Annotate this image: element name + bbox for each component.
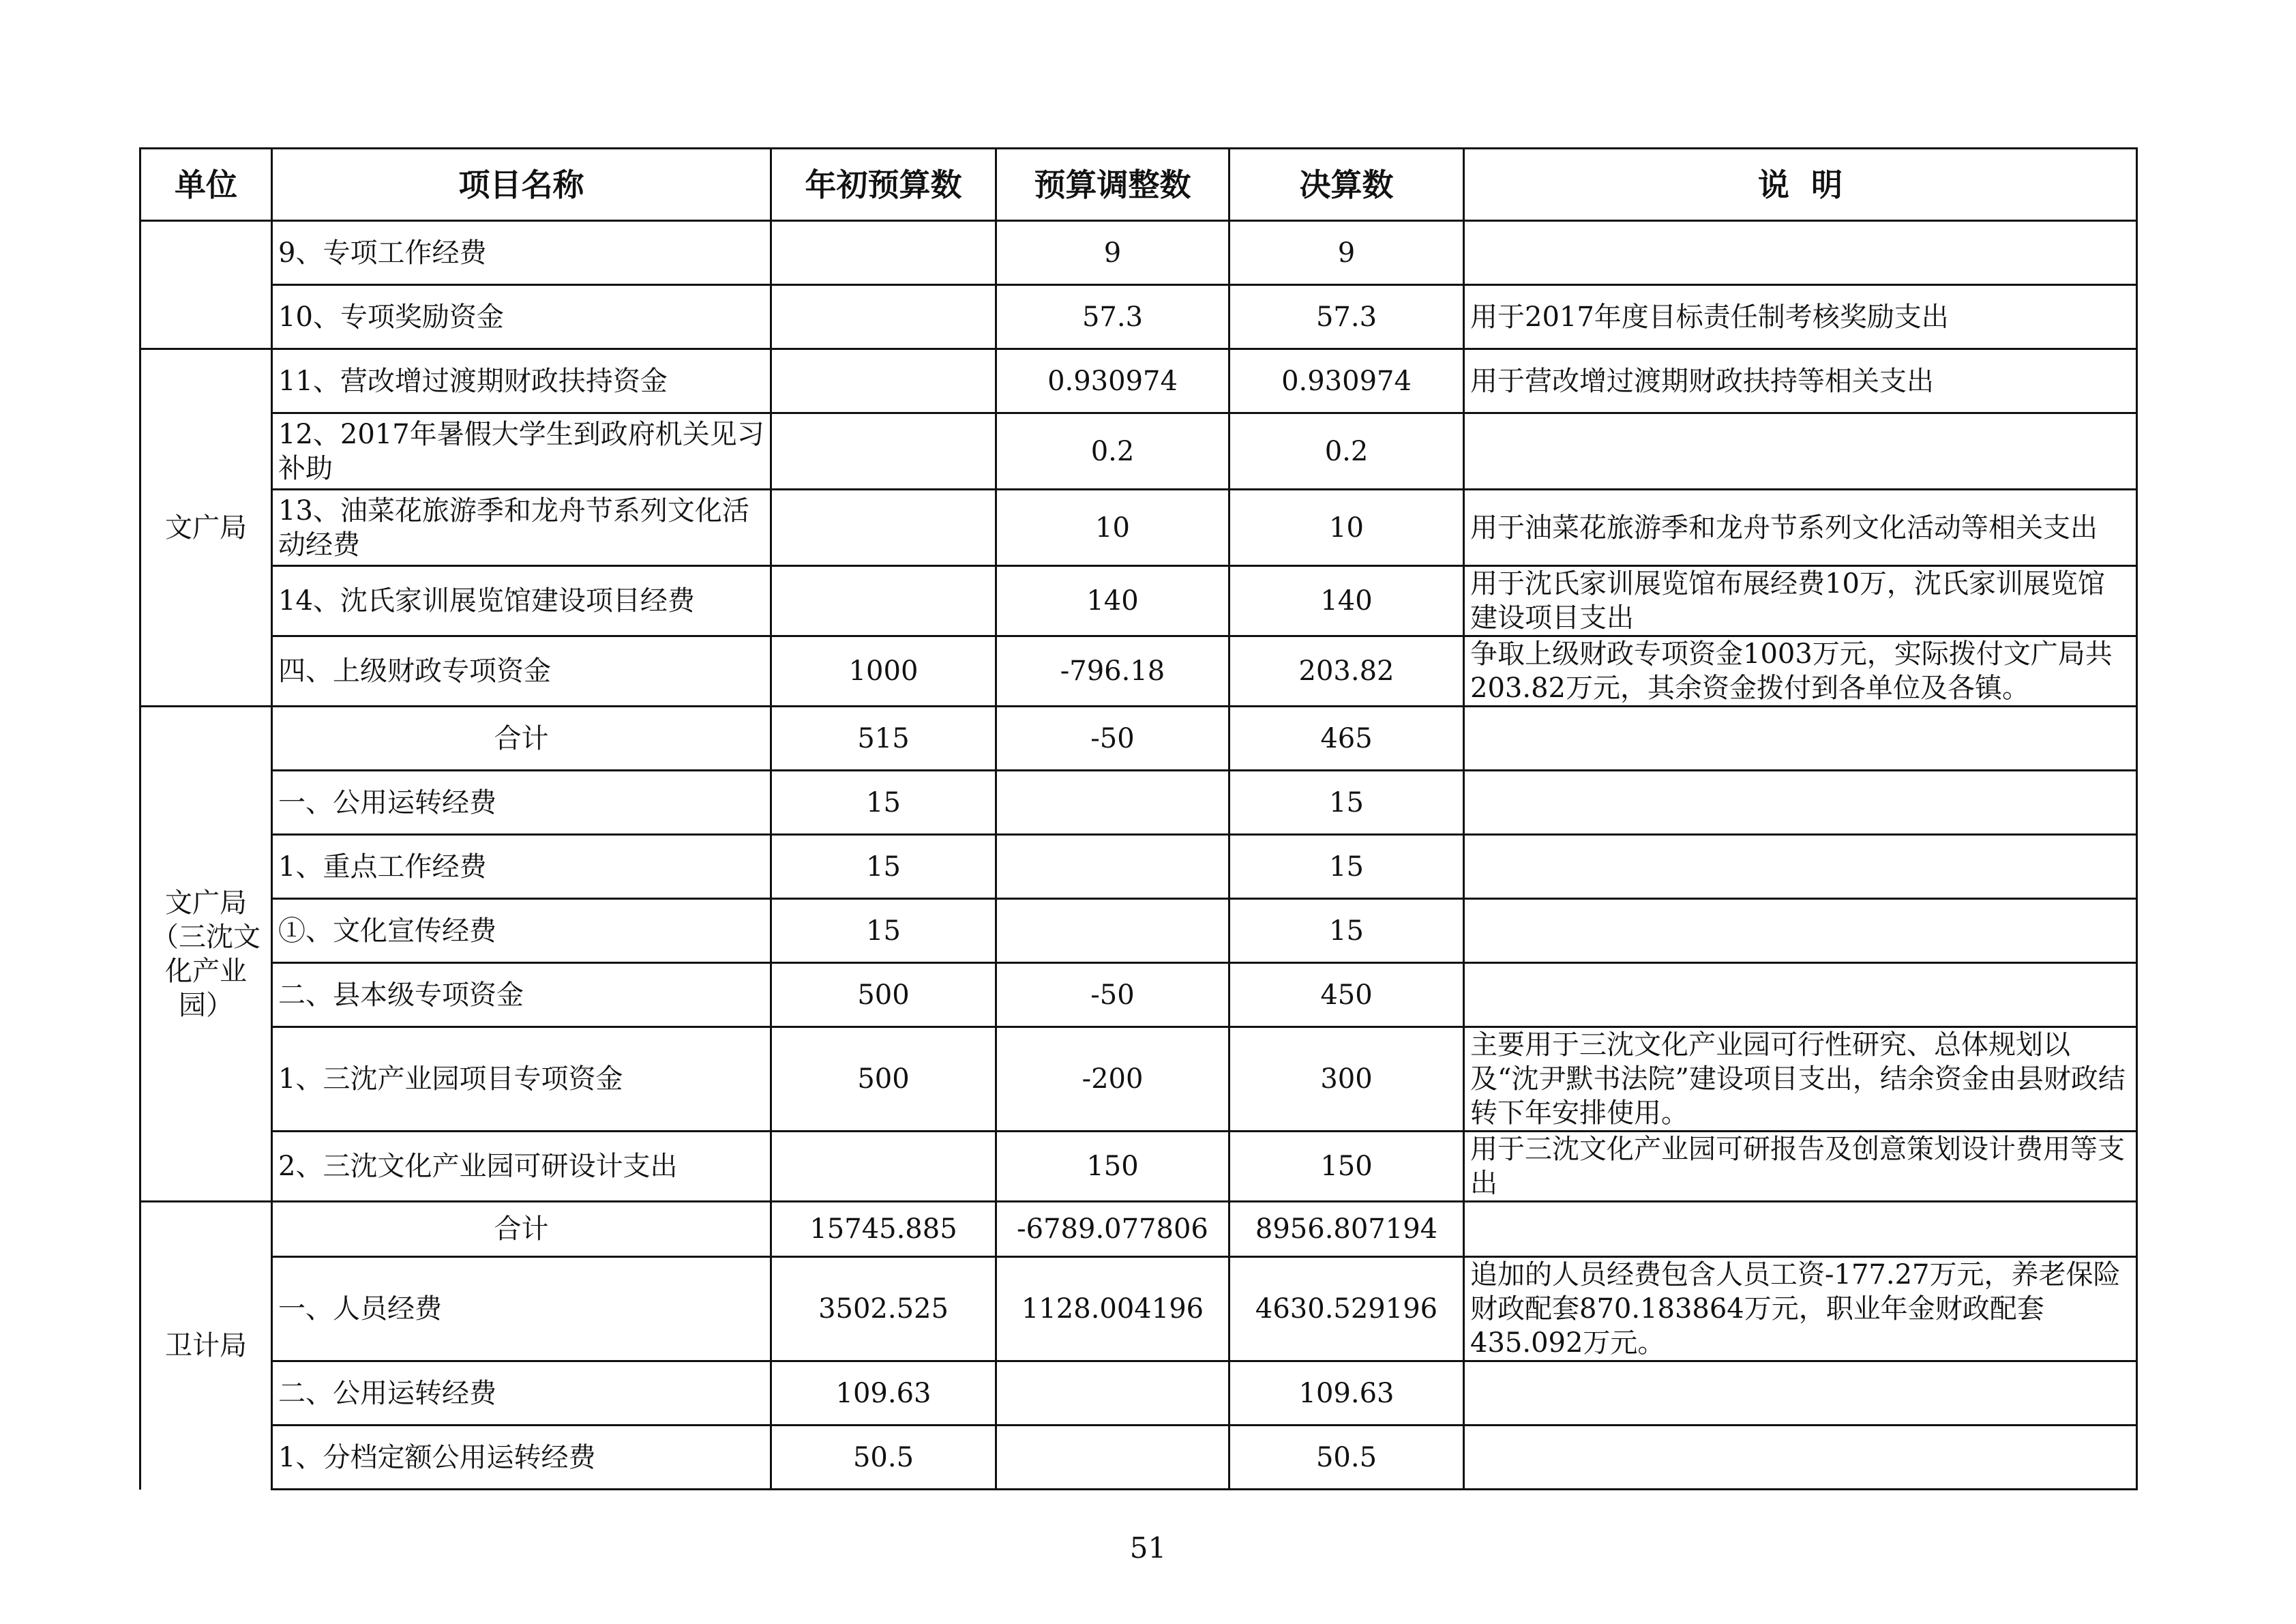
header-project-name: 项目名称: [272, 149, 771, 221]
initial-budget-cell: 1000: [771, 636, 996, 707]
budget-adjustment-cell: -200: [996, 1027, 1229, 1132]
notes-cell: 用于2017年度目标责任制考核奖励支出: [1464, 285, 2137, 349]
table-row: [140, 1202, 2137, 1257]
initial-budget-cell: [771, 285, 996, 349]
project-name-cell: 1、重点工作经费: [272, 835, 771, 899]
budget-adjustment-cell: 1128.004196: [996, 1257, 1229, 1361]
table-row: [140, 221, 2137, 285]
final-accounts-cell: 203.82: [1229, 636, 1464, 707]
budget-adjustment-cell: [996, 771, 1229, 835]
table-row: [140, 1361, 2137, 1426]
final-accounts-cell: 15: [1229, 899, 1464, 963]
budget-adjustment-cell: -6789.077806: [996, 1202, 1229, 1257]
initial-budget-cell: 15745.885: [771, 1202, 996, 1257]
final-accounts-cell: 50.5: [1229, 1426, 1464, 1490]
budget-adjustment-cell: 10: [996, 490, 1229, 566]
budget-table: [139, 147, 2138, 1490]
page-number: 51: [1129, 1531, 1167, 1565]
table-row: [140, 636, 2137, 707]
final-accounts-cell: 15: [1229, 835, 1464, 899]
notes-cell: 争取上级财政专项资金1003万元，实际拨付文广局共203.82万元，其余资金拨付到各单位及各镇。: [1464, 636, 2137, 707]
table-row: [140, 1257, 2137, 1361]
initial-budget-cell: 500: [771, 963, 996, 1027]
project-name-cell: 四、上级财政专项资金: [272, 636, 771, 707]
budget-adjustment-cell: 0.2: [996, 413, 1229, 490]
final-accounts-cell: 0.930974: [1229, 349, 1464, 413]
table-row: [140, 413, 2137, 490]
project-name-cell: 2、三沈文化产业园可研设计支出: [272, 1132, 771, 1202]
notes-cell: [1464, 835, 2137, 899]
project-name-cell: 合计: [272, 707, 771, 771]
project-name-cell: 一、公用运转经费: [272, 771, 771, 835]
table-row: [140, 1027, 2137, 1132]
initial-budget-cell: 50.5: [771, 1426, 996, 1490]
project-name-cell: 二、县本级专项资金: [272, 963, 771, 1027]
header-row: [140, 149, 2137, 221]
budget-adjustment-cell: [996, 1361, 1229, 1426]
header-unit: 单位: [140, 149, 272, 221]
table-row: [140, 1426, 2137, 1490]
table-row: [140, 963, 2137, 1027]
budget-adjustment-cell: [996, 899, 1229, 963]
final-accounts-cell: 140: [1229, 566, 1464, 636]
project-name-cell: 一、人员经费: [272, 1257, 771, 1361]
initial-budget-cell: [771, 1132, 996, 1202]
table-row: [140, 835, 2137, 899]
project-name-cell: 9、专项工作经费: [272, 221, 771, 285]
initial-budget-cell: 109.63: [771, 1361, 996, 1426]
unit-cell: 文广局（三沈文化产业园）: [140, 707, 272, 1202]
initial-budget-cell: [771, 413, 996, 490]
initial-budget-cell: 15: [771, 899, 996, 963]
unit-cell: 卫计局: [140, 1202, 272, 1490]
table-row: [140, 490, 2137, 566]
initial-budget-cell: 15: [771, 835, 996, 899]
initial-budget-cell: [771, 566, 996, 636]
final-accounts-cell: 450: [1229, 963, 1464, 1027]
project-name-cell: 二、公用运转经费: [272, 1361, 771, 1426]
budget-adjustment-cell: 150: [996, 1132, 1229, 1202]
notes-cell: 追加的人员经费包含人员工资-177.27万元，养老保险财政配套870.183864万元，职业年金财政配套435.092万元。: [1464, 1257, 2137, 1361]
budget-adjustment-cell: [996, 1426, 1229, 1490]
notes-cell: [1464, 1202, 2137, 1257]
initial-budget-cell: 3502.525: [771, 1257, 996, 1361]
project-name-cell: 13、油菜花旅游季和龙舟节系列文化活动经费: [272, 490, 771, 566]
table-row: [140, 566, 2137, 636]
notes-cell: [1464, 963, 2137, 1027]
project-name-cell: 10、专项奖励资金: [272, 285, 771, 349]
initial-budget-cell: 15: [771, 771, 996, 835]
header-initial-budget: 年初预算数: [771, 149, 996, 221]
project-name-cell: 12、2017年暑假大学生到政府机关见习补助: [272, 413, 771, 490]
budget-adjustment-cell: -796.18: [996, 636, 1229, 707]
final-accounts-cell: 109.63: [1229, 1361, 1464, 1426]
notes-cell: [1464, 1426, 2137, 1490]
budget-adjustment-cell: -50: [996, 707, 1229, 771]
project-name-cell: 1、三沈产业园项目专项资金: [272, 1027, 771, 1132]
notes-cell: 用于营改增过渡期财政扶持等相关支出: [1464, 349, 2137, 413]
table-row: [140, 707, 2137, 771]
final-accounts-cell: 8956.807194: [1229, 1202, 1464, 1257]
header-final-accounts: 决算数: [1229, 149, 1464, 221]
final-accounts-cell: 9: [1229, 221, 1464, 285]
notes-cell: [1464, 413, 2137, 490]
final-accounts-cell: 150: [1229, 1132, 1464, 1202]
table-row: [140, 349, 2137, 413]
table-row: [140, 899, 2137, 963]
unit-cell: 文广局: [140, 349, 272, 707]
table-row: [140, 1132, 2137, 1202]
project-name-cell: 合计: [272, 1202, 771, 1257]
notes-cell: 用于三沈文化产业园可研报告及创意策划设计费用等支出: [1464, 1132, 2137, 1202]
final-accounts-cell: 10: [1229, 490, 1464, 566]
header-budget-adjustment: 预算调整数: [996, 149, 1229, 221]
project-name-cell: 11、营改增过渡期财政扶持资金: [272, 349, 771, 413]
notes-cell: 用于油菜花旅游季和龙舟节系列文化活动等相关支出: [1464, 490, 2137, 566]
notes-cell: [1464, 707, 2137, 771]
initial-budget-cell: [771, 490, 996, 566]
initial-budget-cell: [771, 221, 996, 285]
project-name-cell: 1、分档定额公用运转经费: [272, 1426, 771, 1490]
notes-cell: [1464, 771, 2137, 835]
table-row: [140, 771, 2137, 835]
final-accounts-cell: 57.3: [1229, 285, 1464, 349]
notes-cell: [1464, 221, 2137, 285]
notes-cell: 用于沈氏家训展览馆布展经费10万，沈氏家训展览馆建设项目支出: [1464, 566, 2137, 636]
budget-adjustment-cell: [996, 835, 1229, 899]
header-notes: 说 明: [1464, 149, 2137, 221]
budget-adjustment-cell: 140: [996, 566, 1229, 636]
initial-budget-cell: [771, 349, 996, 413]
final-accounts-cell: 4630.529196: [1229, 1257, 1464, 1361]
budget-adjustment-cell: 9: [996, 221, 1229, 285]
final-accounts-cell: 15: [1229, 771, 1464, 835]
project-name-cell: 14、沈氏家训展览馆建设项目经费: [272, 566, 771, 636]
final-accounts-cell: 465: [1229, 707, 1464, 771]
initial-budget-cell: 515: [771, 707, 996, 771]
notes-cell: [1464, 1361, 2137, 1426]
notes-cell: [1464, 899, 2137, 963]
final-accounts-cell: 300: [1229, 1027, 1464, 1132]
unit-cell: [140, 221, 272, 349]
notes-cell: 主要用于三沈文化产业园可行性研究、总体规划以及“沈尹默书法院”建设项目支出，结余资金由县财政结转下年安排使用。: [1464, 1027, 2137, 1132]
budget-adjustment-cell: 0.930974: [996, 349, 1229, 413]
table-row: [140, 285, 2137, 349]
budget-adjustment-cell: -50: [996, 963, 1229, 1027]
initial-budget-cell: 500: [771, 1027, 996, 1132]
final-accounts-cell: 0.2: [1229, 413, 1464, 490]
budget-adjustment-cell: 57.3: [996, 285, 1229, 349]
project-name-cell: ①、文化宣传经费: [272, 899, 771, 963]
